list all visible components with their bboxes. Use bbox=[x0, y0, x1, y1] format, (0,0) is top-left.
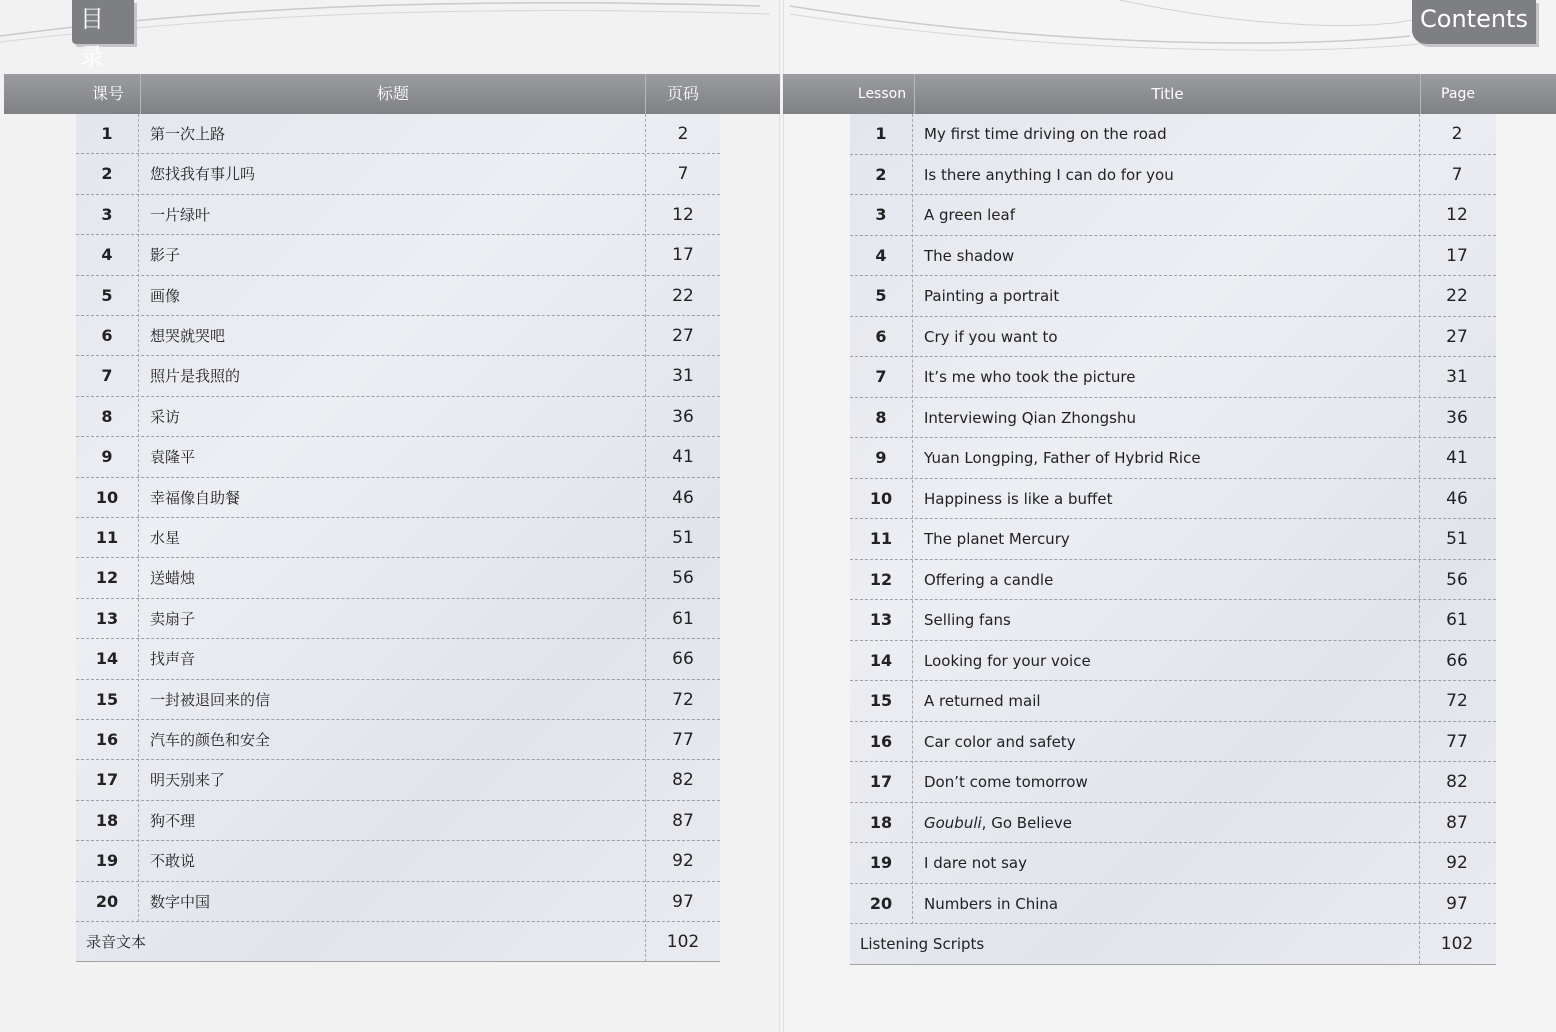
lesson-title: Offering a candle bbox=[924, 570, 1054, 589]
header-page: Page bbox=[1441, 86, 1475, 102]
lesson-number: 11 bbox=[869, 529, 893, 548]
left-table-header bbox=[4, 74, 780, 114]
lesson-number: 6 bbox=[875, 326, 887, 346]
table-row[interactable] bbox=[76, 478, 720, 518]
lesson-title bbox=[924, 803, 1072, 843]
lesson-number: 5 bbox=[875, 286, 887, 305]
lesson-number: 12 bbox=[869, 569, 893, 589]
page-number: 72 bbox=[672, 689, 694, 710]
lesson-number: 13 bbox=[869, 610, 893, 629]
table-row[interactable] bbox=[76, 518, 720, 558]
table-row[interactable] bbox=[850, 722, 1496, 763]
table-row[interactable] bbox=[76, 882, 720, 922]
table-row[interactable] bbox=[76, 235, 720, 275]
table-row[interactable] bbox=[76, 276, 720, 316]
lesson-number: 8 bbox=[101, 406, 113, 426]
lesson-number: 13 bbox=[95, 608, 119, 628]
lesson-title: Don’t come tomorrow bbox=[924, 773, 1088, 791]
lesson-number: 14 bbox=[869, 650, 893, 670]
lesson-number: 10 bbox=[95, 487, 119, 507]
page-number: 2 bbox=[1451, 124, 1463, 144]
table-row[interactable] bbox=[850, 317, 1496, 358]
table-row[interactable] bbox=[76, 195, 720, 235]
page-number: 66 bbox=[672, 649, 694, 670]
right-table-header bbox=[783, 74, 1556, 114]
header-lesson: Lesson bbox=[857, 86, 907, 102]
listening-scripts-label: Listening Scripts bbox=[860, 935, 985, 953]
lesson-number: 17 bbox=[95, 770, 119, 790]
lesson-title: The planet Mercury bbox=[924, 530, 1070, 548]
lesson-number: 9 bbox=[875, 448, 887, 467]
table-row[interactable] bbox=[850, 843, 1496, 884]
lesson-title: 汽车的颜色和安全 bbox=[150, 731, 271, 749]
decorative-swoosh bbox=[0, 0, 1556, 74]
page-number: 17 bbox=[1446, 245, 1468, 266]
page-number: 27 bbox=[1446, 326, 1468, 347]
lesson-title: 采访 bbox=[150, 407, 181, 426]
lesson-number: 7 bbox=[101, 366, 113, 386]
table-row[interactable] bbox=[850, 762, 1496, 803]
lesson-title: I dare not say bbox=[924, 854, 1027, 872]
left-contents-table bbox=[76, 114, 720, 962]
lesson-number: 11 bbox=[95, 528, 119, 547]
lesson-number: 7 bbox=[875, 367, 887, 386]
lesson-title: My first time driving on the road bbox=[924, 125, 1167, 143]
header-title: Title bbox=[1151, 85, 1184, 103]
table-row[interactable] bbox=[76, 680, 720, 720]
page-number: 36 bbox=[1446, 407, 1468, 428]
lesson-number: 6 bbox=[101, 326, 113, 345]
table-row[interactable] bbox=[850, 155, 1496, 196]
lesson-number: 1 bbox=[875, 124, 887, 143]
table-row[interactable] bbox=[76, 599, 720, 639]
lesson-number: 2 bbox=[875, 164, 887, 184]
page-number: 27 bbox=[672, 326, 694, 346]
lesson-number: 20 bbox=[869, 893, 893, 913]
page-number: 7 bbox=[1451, 164, 1463, 185]
lesson-title: It’s me who took the picture bbox=[924, 368, 1136, 386]
table-row[interactable] bbox=[850, 236, 1496, 277]
english-contents-tab: Contents bbox=[1412, 0, 1536, 44]
book-gutter bbox=[779, 0, 784, 1032]
page-number: 51 bbox=[1446, 529, 1468, 549]
page-number: 97 bbox=[672, 891, 694, 912]
table-row[interactable] bbox=[850, 803, 1496, 844]
lesson-number: 3 bbox=[875, 205, 887, 224]
lesson-number: 19 bbox=[95, 851, 119, 871]
lesson-title: 狗不理 bbox=[150, 811, 196, 830]
lesson-title: 一片绿叶 bbox=[150, 205, 211, 224]
table-row[interactable] bbox=[850, 600, 1496, 641]
table-row[interactable] bbox=[850, 519, 1496, 560]
page-number: 22 bbox=[672, 285, 694, 306]
lesson-number: 8 bbox=[875, 407, 887, 427]
page-number: 31 bbox=[1446, 367, 1468, 387]
table-row[interactable] bbox=[76, 760, 720, 800]
table-row[interactable] bbox=[76, 114, 720, 154]
page-number: 12 bbox=[672, 204, 694, 225]
lesson-title: 幸福像自助餐 bbox=[150, 488, 241, 507]
page-number: 87 bbox=[672, 810, 694, 831]
right-contents-table bbox=[850, 114, 1496, 964]
lesson-title: The shadow bbox=[924, 246, 1015, 265]
table-row[interactable] bbox=[850, 479, 1496, 520]
table-row[interactable] bbox=[850, 641, 1496, 682]
page-number: 82 bbox=[1446, 772, 1468, 792]
page-number: 2 bbox=[677, 124, 689, 144]
lesson-title: 找声音 bbox=[150, 650, 196, 669]
lesson-number: 10 bbox=[869, 488, 893, 508]
lesson-title: 一封被退回来的信 bbox=[150, 690, 271, 709]
lesson-title: 送蜡烛 bbox=[150, 569, 196, 588]
lesson-title: 明天别来了 bbox=[150, 771, 226, 790]
page-number: 17 bbox=[672, 245, 694, 266]
lesson-title: A green leaf bbox=[924, 206, 1015, 224]
table-row[interactable] bbox=[850, 884, 1496, 925]
lesson-title: 水星 bbox=[150, 529, 181, 547]
page-number: 102 bbox=[1440, 934, 1474, 954]
lesson-title: 卖扇子 bbox=[150, 609, 196, 628]
lesson-title: 画像 bbox=[150, 286, 181, 305]
page-number: 61 bbox=[672, 608, 694, 629]
chinese-contents-tab: 目录 bbox=[72, 0, 134, 44]
page-number: 72 bbox=[1446, 691, 1468, 711]
page-number: 36 bbox=[672, 406, 694, 427]
lesson-title: Yuan Longping, Father of Hybrid Rice bbox=[924, 449, 1201, 467]
lesson-number: 12 bbox=[95, 568, 119, 588]
lesson-title: 您找我有事儿吗 bbox=[150, 165, 256, 184]
lesson-number: 5 bbox=[101, 285, 113, 305]
lesson-title: Is there anything I can do for you bbox=[924, 165, 1174, 184]
table-row[interactable] bbox=[76, 397, 720, 437]
lesson-title: 照片是我照的 bbox=[150, 367, 241, 386]
page-number: 77 bbox=[1446, 731, 1468, 752]
table-row[interactable] bbox=[850, 560, 1496, 601]
lesson-number: 15 bbox=[869, 691, 893, 710]
table-row[interactable] bbox=[850, 398, 1496, 439]
table-row[interactable] bbox=[76, 720, 720, 760]
header-lesson: 课号 bbox=[91, 84, 124, 103]
table-row[interactable] bbox=[76, 437, 720, 477]
lesson-title: Cry if you want to bbox=[924, 327, 1058, 346]
page-number: 77 bbox=[672, 730, 694, 750]
table-row[interactable] bbox=[76, 154, 720, 194]
page-number: 31 bbox=[672, 366, 694, 387]
page-number: 46 bbox=[672, 487, 694, 508]
page-number: 12 bbox=[1446, 205, 1468, 225]
page-number: 46 bbox=[1446, 488, 1468, 509]
page-number: 41 bbox=[672, 447, 694, 468]
page-number: 41 bbox=[1446, 448, 1468, 468]
lesson-title: 影子 bbox=[150, 246, 181, 265]
lesson-number: 16 bbox=[869, 731, 893, 751]
table-row[interactable] bbox=[76, 558, 720, 598]
table-row[interactable] bbox=[76, 801, 720, 841]
table-row[interactable] bbox=[76, 316, 720, 356]
lesson-number: 1 bbox=[101, 124, 113, 143]
lesson-title: 不敢说 bbox=[150, 852, 196, 871]
page-number: 56 bbox=[1446, 569, 1468, 590]
lesson-number: 19 bbox=[869, 853, 893, 872]
table-row[interactable] bbox=[850, 681, 1496, 722]
page-number: 102 bbox=[666, 932, 700, 952]
lesson-number: 18 bbox=[95, 810, 119, 830]
table-row[interactable] bbox=[850, 276, 1496, 317]
table-row[interactable] bbox=[850, 195, 1496, 236]
lesson-title: Painting a portrait bbox=[924, 287, 1060, 305]
lesson-title: A returned mail bbox=[924, 692, 1041, 710]
lesson-number: 2 bbox=[101, 164, 113, 184]
lesson-title-italic: Goubuli bbox=[924, 813, 982, 832]
header-page: 页码 bbox=[666, 84, 699, 103]
lesson-number: 4 bbox=[101, 245, 113, 265]
page-number: 97 bbox=[1446, 893, 1468, 914]
page-number: 7 bbox=[677, 164, 689, 185]
lesson-number: 17 bbox=[869, 772, 893, 791]
page-number: 92 bbox=[1446, 853, 1468, 873]
table-row[interactable] bbox=[850, 114, 1496, 155]
table-row[interactable] bbox=[76, 841, 720, 881]
table-row[interactable] bbox=[76, 639, 720, 679]
lesson-title: 袁隆平 bbox=[150, 448, 196, 467]
header-title: 标题 bbox=[376, 84, 409, 103]
footer-row[interactable] bbox=[850, 924, 1496, 965]
lesson-title: Looking for your voice bbox=[924, 651, 1091, 670]
lesson-number: 3 bbox=[101, 204, 113, 224]
lesson-title: Numbers in China bbox=[924, 894, 1059, 913]
table-row[interactable] bbox=[76, 356, 720, 396]
lesson-number: 20 bbox=[95, 891, 119, 911]
lesson-title: 第一次上路 bbox=[150, 125, 226, 143]
lesson-number: 16 bbox=[95, 730, 119, 749]
lesson-title: Happiness is like a buffet bbox=[924, 489, 1113, 508]
lesson-title-rest: , Go Believe bbox=[981, 813, 1072, 832]
page-number: 92 bbox=[672, 851, 694, 872]
page-number: 66 bbox=[1446, 650, 1468, 671]
lesson-number: 15 bbox=[95, 689, 119, 709]
lesson-title: 数字中国 bbox=[150, 892, 211, 911]
lesson-title: 想哭就哭吧 bbox=[150, 327, 226, 345]
listening-scripts-label: 录音文本 bbox=[86, 933, 147, 951]
page-number: 87 bbox=[1446, 812, 1468, 833]
lesson-title: Car color and safety bbox=[924, 732, 1076, 751]
footer-row[interactable] bbox=[76, 922, 720, 962]
table-row[interactable] bbox=[850, 357, 1496, 398]
lesson-number: 14 bbox=[95, 649, 119, 669]
lesson-number: 4 bbox=[875, 245, 887, 265]
page-number: 51 bbox=[672, 528, 694, 548]
page-number: 61 bbox=[1446, 610, 1468, 630]
page-number: 82 bbox=[672, 770, 694, 791]
page-number: 56 bbox=[672, 568, 694, 589]
lesson-title: Selling fans bbox=[924, 611, 1011, 629]
page-number: 22 bbox=[1446, 286, 1468, 306]
table-row[interactable] bbox=[850, 438, 1496, 479]
lesson-number: 9 bbox=[101, 447, 113, 467]
lesson-title: Interviewing Qian Zhongshu bbox=[924, 408, 1136, 427]
lesson-number: 18 bbox=[869, 812, 893, 832]
